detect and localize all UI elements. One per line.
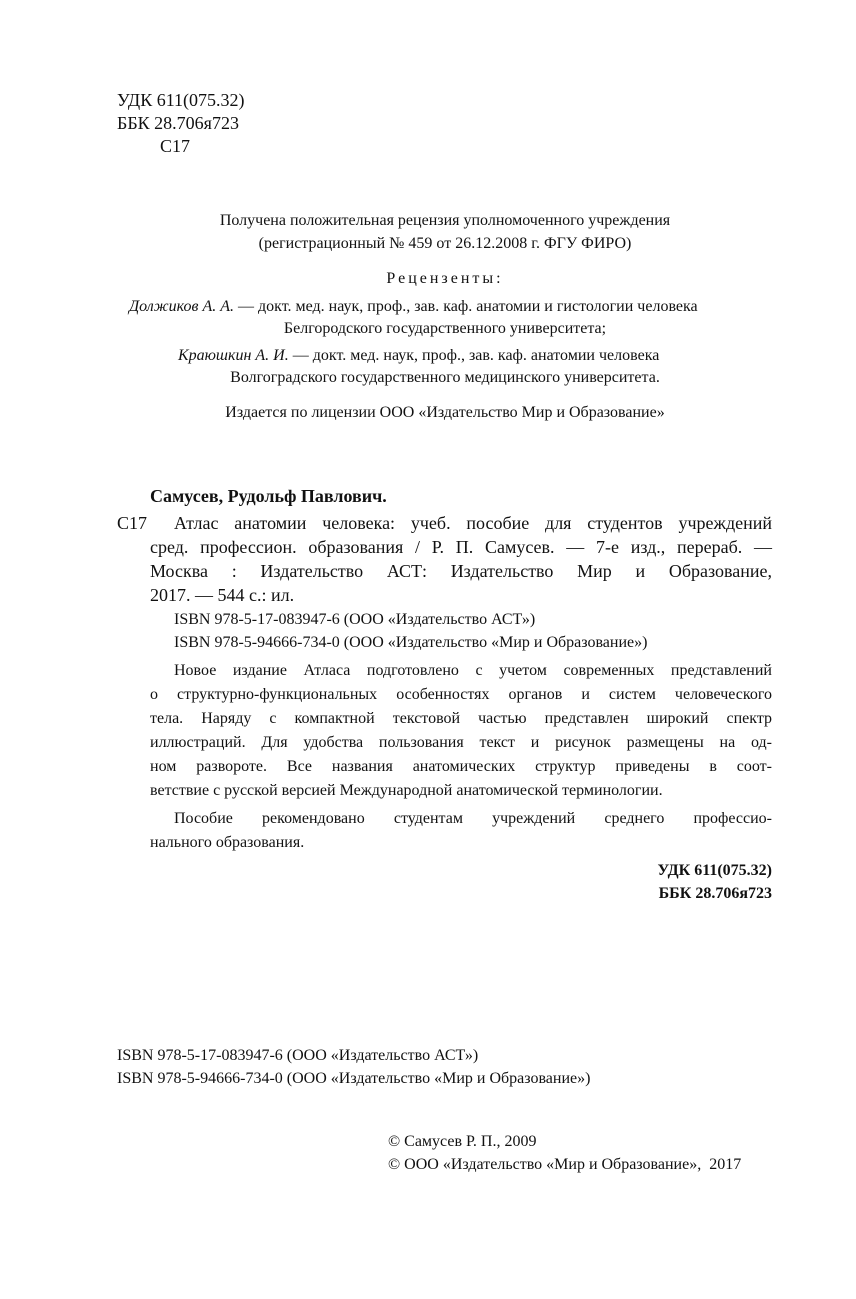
catalog-title-line: Атлас анатомии человека: учеб. пособие для студентов учреждений (174, 513, 772, 533)
abstract-line: иллюстраций. Для удобства пользования текст и рисунок размещены на од- (150, 734, 772, 751)
reviewer-1-position: — докт. мед. наук, проф., зав. каф. анатомии и гистологии человека (234, 298, 698, 315)
reviewer-1-name: Должиков А. А. (129, 298, 235, 315)
catalog-title-line: 2017. — 544 с.: ил. (150, 585, 295, 605)
catalog-mark: С17 (117, 513, 148, 533)
catalog-author: Самусев, Рудольф Павлович. (150, 486, 387, 506)
reviewer-2-line-1 (178, 345, 659, 367)
catalog-bbk: ББК 28.706я723 (658, 885, 772, 902)
reviewer-1-line-2: Белгородского государственного университета; (283, 320, 607, 337)
copyright-author: © Самусев Р. П., 2009 (388, 1133, 537, 1150)
catalog-isbn-1: ISBN 978-5-17-083947-6 (ООО «Издательство АСТ») (174, 611, 536, 628)
abstract-line: о структурно-функциональных особенностях органов и систем человеческого (150, 686, 772, 703)
recommend-line: Пособие рекомендовано студентам учреждений среднего профессио- (174, 810, 772, 827)
bbk-code: ББК 28.706я723 (117, 113, 239, 133)
catalog-isbn-2: ISBN 978-5-94666-734-0 (ООО «Издательство «Мир и Образование») (174, 634, 648, 651)
udk-code: УДК 611(075.32) (117, 90, 245, 110)
license-line: Издается по лицензии ООО «Издательство Мир и Образование» (225, 404, 665, 421)
reviewer-2-name: Краюшкин А. И. (178, 347, 289, 364)
reviewers-heading: Рецензенты: (386, 270, 504, 287)
catalog-title-line: сред. профессион. образования / Р. П. Самусев. — 7-е изд., перераб. — (150, 537, 772, 557)
review-line-1: Получена положительная рецензия уполномоченного учреждения (219, 212, 671, 229)
catalog-udk: УДК 611(075.32) (657, 862, 772, 879)
author-mark: С17 (160, 136, 191, 156)
reviewer-1-line-1 (129, 296, 698, 318)
reviewer-2-position: — докт. мед. наук, проф., зав. каф. анатомии человека (288, 347, 660, 364)
abstract-line: ном развороте. Все названия анатомических структур приведены в соот- (150, 758, 772, 775)
bottom-isbn-2: ISBN 978-5-94666-734-0 (ООО «Издательство «Мир и Образование») (117, 1070, 591, 1087)
copyright-publisher: © ООО «Издательство «Мир и Образование», 2017 (388, 1156, 742, 1173)
reviewer-2-line-2: Волгоградского государственного медицинского университета. (230, 369, 660, 386)
recommend-line: нального образования. (150, 834, 305, 851)
abstract-line: тела. Наряду с компактной текстовой частью представлен широкий спектр (150, 710, 772, 727)
review-line-2: (регистрационный № 459 от 26.12.2008 г. ФГУ ФИРО) (258, 235, 632, 252)
catalog-title-line: Москва : Издательство АСТ: Издательство Мир и Образование, (150, 561, 772, 581)
bottom-isbn-1: ISBN 978-5-17-083947-6 (ООО «Издательство АСТ») (117, 1047, 479, 1064)
abstract-line: Новое издание Атласа подготовлено с учетом современных представлений (174, 662, 772, 679)
abstract-line: ветствие с русской версией Международной анатомической терминологии. (150, 782, 663, 799)
